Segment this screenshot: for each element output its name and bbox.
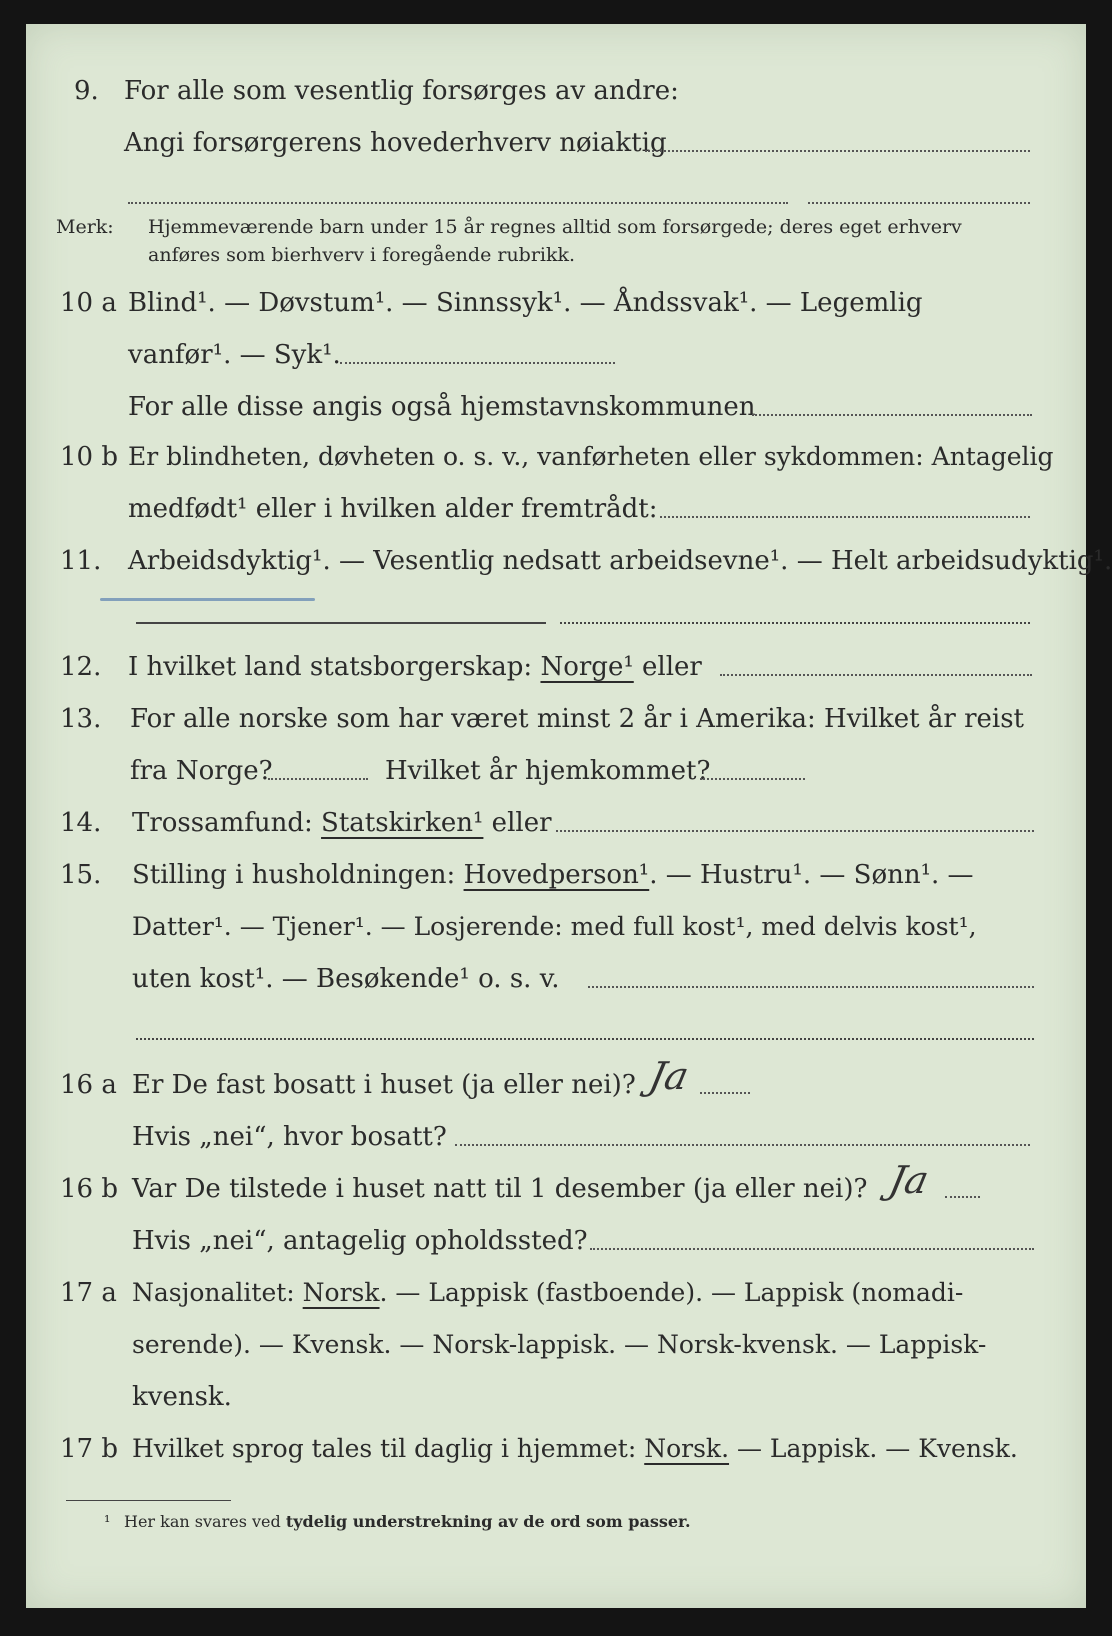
q17a-line1 bbox=[132, 1278, 963, 1307]
q17a-line3: kvensk. bbox=[132, 1382, 232, 1412]
q15-line1 bbox=[132, 860, 974, 890]
q10b-answer-line bbox=[660, 516, 1030, 518]
q14-number: 14. bbox=[60, 808, 102, 838]
q16b-number: 16 b bbox=[60, 1174, 118, 1204]
q16b-where-line bbox=[590, 1248, 1034, 1250]
q13-year-left-line bbox=[268, 778, 368, 780]
q12-answer-line bbox=[720, 674, 1032, 676]
q17a-norsk: Norsk bbox=[302, 1278, 380, 1307]
q15-line2: Datter¹. — Tjener¹. — Losjerende: med full kost¹, med delvis kost¹, bbox=[132, 912, 977, 941]
q14-eller: eller bbox=[483, 808, 552, 838]
q15-hovedperson: Hovedperson¹ bbox=[463, 860, 650, 890]
q16b-line2: Hvis „nei“, antagelig opholdssted? bbox=[132, 1226, 588, 1256]
q12-norge: Norge¹ bbox=[540, 652, 634, 682]
q16a-line2: Hvis „nei“, hvor bosatt? bbox=[132, 1122, 447, 1152]
q15-number: 15. bbox=[60, 860, 102, 890]
merk-line2: anføres som bierhverv i foregående rubrikk. bbox=[148, 244, 576, 266]
q16a-line1: Er De fast bosatt i huset (ja eller nei)? bbox=[132, 1070, 636, 1100]
q9-extra-line-a bbox=[128, 202, 788, 204]
q9-line2: Angi forsørgerens hovederhverv nøiaktig bbox=[124, 128, 667, 158]
q10a-line1: Blind¹. — Døvstum¹. — Sinnssyk¹. — Åndssvak¹. — Legemlig bbox=[128, 288, 923, 318]
q15-extra-line bbox=[136, 1038, 1034, 1040]
q15-rest: . — Hustru¹. — Sønn¹. — bbox=[649, 860, 974, 890]
q11-arbeidsdyktig: Arbeidsdyktig¹. bbox=[128, 546, 331, 576]
q10b-number: 10 b bbox=[60, 442, 118, 472]
q16a-number: 16 a bbox=[60, 1070, 117, 1100]
q10b-line2: medfødt¹ eller i hvilken alder fremtrådt: bbox=[128, 494, 658, 524]
q10a-line3: For alle disse angis også hjemstavnskommunen bbox=[128, 392, 756, 422]
q15-label: Stilling i husholdningen: bbox=[132, 860, 464, 890]
footnote-text bbox=[124, 1512, 691, 1531]
q16a-handwritten-answer: Ja bbox=[645, 1054, 693, 1098]
q14-label: Trossamfund: bbox=[132, 808, 322, 838]
q13-line1: For alle norske som har været minst 2 år i Amerika: Hvilket år reist bbox=[130, 704, 1024, 734]
footnote-rule bbox=[66, 1500, 231, 1501]
q17b-number: 17 b bbox=[60, 1434, 118, 1464]
q10a-answer-line bbox=[340, 362, 615, 364]
q16b-line1: Var De tilstede i huset natt til 1 desember (ja eller nei)? bbox=[132, 1174, 868, 1204]
q11-rule-a bbox=[136, 622, 546, 624]
q11-rule-b bbox=[560, 622, 1030, 624]
q13-line2a: fra Norge? bbox=[130, 756, 273, 786]
q10a-line2: vanfør¹. — Syk¹. bbox=[128, 340, 341, 370]
q17b-line1 bbox=[132, 1434, 1018, 1463]
q13-line2b: Hvilket år hjemkommet? bbox=[385, 756, 711, 786]
q12-eller: eller bbox=[633, 652, 702, 682]
q17b-label: Hvilket sprog tales til daglig i hjemmet: bbox=[132, 1434, 645, 1463]
q9-extra-line-b bbox=[808, 202, 1030, 204]
q17b-norsk: Norsk. bbox=[644, 1434, 730, 1463]
q13-year-back-line bbox=[700, 778, 805, 780]
q9-line1: For alle som vesentlig forsørges av andre: bbox=[124, 76, 679, 106]
q10a-number: 10 a bbox=[60, 288, 117, 318]
q11-rest: — Vesentlig nedsatt arbeidsevne¹. — Helt arbeidsudyktig¹. bbox=[330, 546, 1112, 576]
q15-answer-line bbox=[588, 986, 1034, 988]
pen-underline-mark bbox=[100, 598, 315, 601]
q16a-answer-line bbox=[700, 1092, 750, 1094]
q10a-home-line bbox=[752, 414, 1032, 416]
q14-line1 bbox=[132, 808, 552, 838]
merk-line1: Hjemmeværende barn under 15 år regnes alltid som forsørgede; deres eget erhverv bbox=[148, 216, 962, 238]
q11-number: 11. bbox=[60, 546, 102, 576]
q17a-number: 17 a bbox=[60, 1278, 117, 1308]
q15-line3: uten kost¹. — Besøkende¹ o. s. v. bbox=[132, 964, 560, 994]
q17b-rest: — Lappisk. — Kvensk. bbox=[729, 1434, 1018, 1463]
q9-number: 9. bbox=[74, 76, 99, 106]
q17a-rest: . — Lappisk (fastboende). — Lappisk (nomadi- bbox=[379, 1278, 964, 1307]
q16a-where-line bbox=[455, 1144, 1030, 1146]
footnote-mark: ¹ bbox=[104, 1512, 111, 1531]
footnote-text-b: tydelig understrekning av de ord som passer. bbox=[285, 1512, 691, 1531]
q16b-answer-line bbox=[945, 1196, 980, 1198]
q9-answer-line bbox=[645, 150, 1030, 152]
q16b-handwritten-answer: Ja bbox=[885, 1158, 933, 1202]
q11-line1 bbox=[128, 546, 1112, 576]
q17a-line2: serende). — Kvensk. — Norsk-lappisk. — Norsk-kvensk. — Lappisk- bbox=[132, 1330, 987, 1359]
footnote-text-a: Her kan svares ved bbox=[124, 1512, 286, 1531]
q13-number: 13. bbox=[60, 704, 102, 734]
merk-label: Merk: bbox=[56, 216, 114, 238]
q12-line1 bbox=[128, 652, 702, 682]
q14-statskirken: Statskirken¹ bbox=[321, 808, 484, 838]
q12-label: I hvilket land statsborgerskap: bbox=[128, 652, 541, 682]
q12-number: 12. bbox=[60, 652, 102, 682]
q10b-line1: Er blindheten, døvheten o. s. v., vanførheten eller sykdommen: Antagelig bbox=[128, 442, 1054, 471]
q14-answer-line bbox=[556, 830, 1034, 832]
q17a-label: Nasjonalitet: bbox=[132, 1278, 303, 1307]
